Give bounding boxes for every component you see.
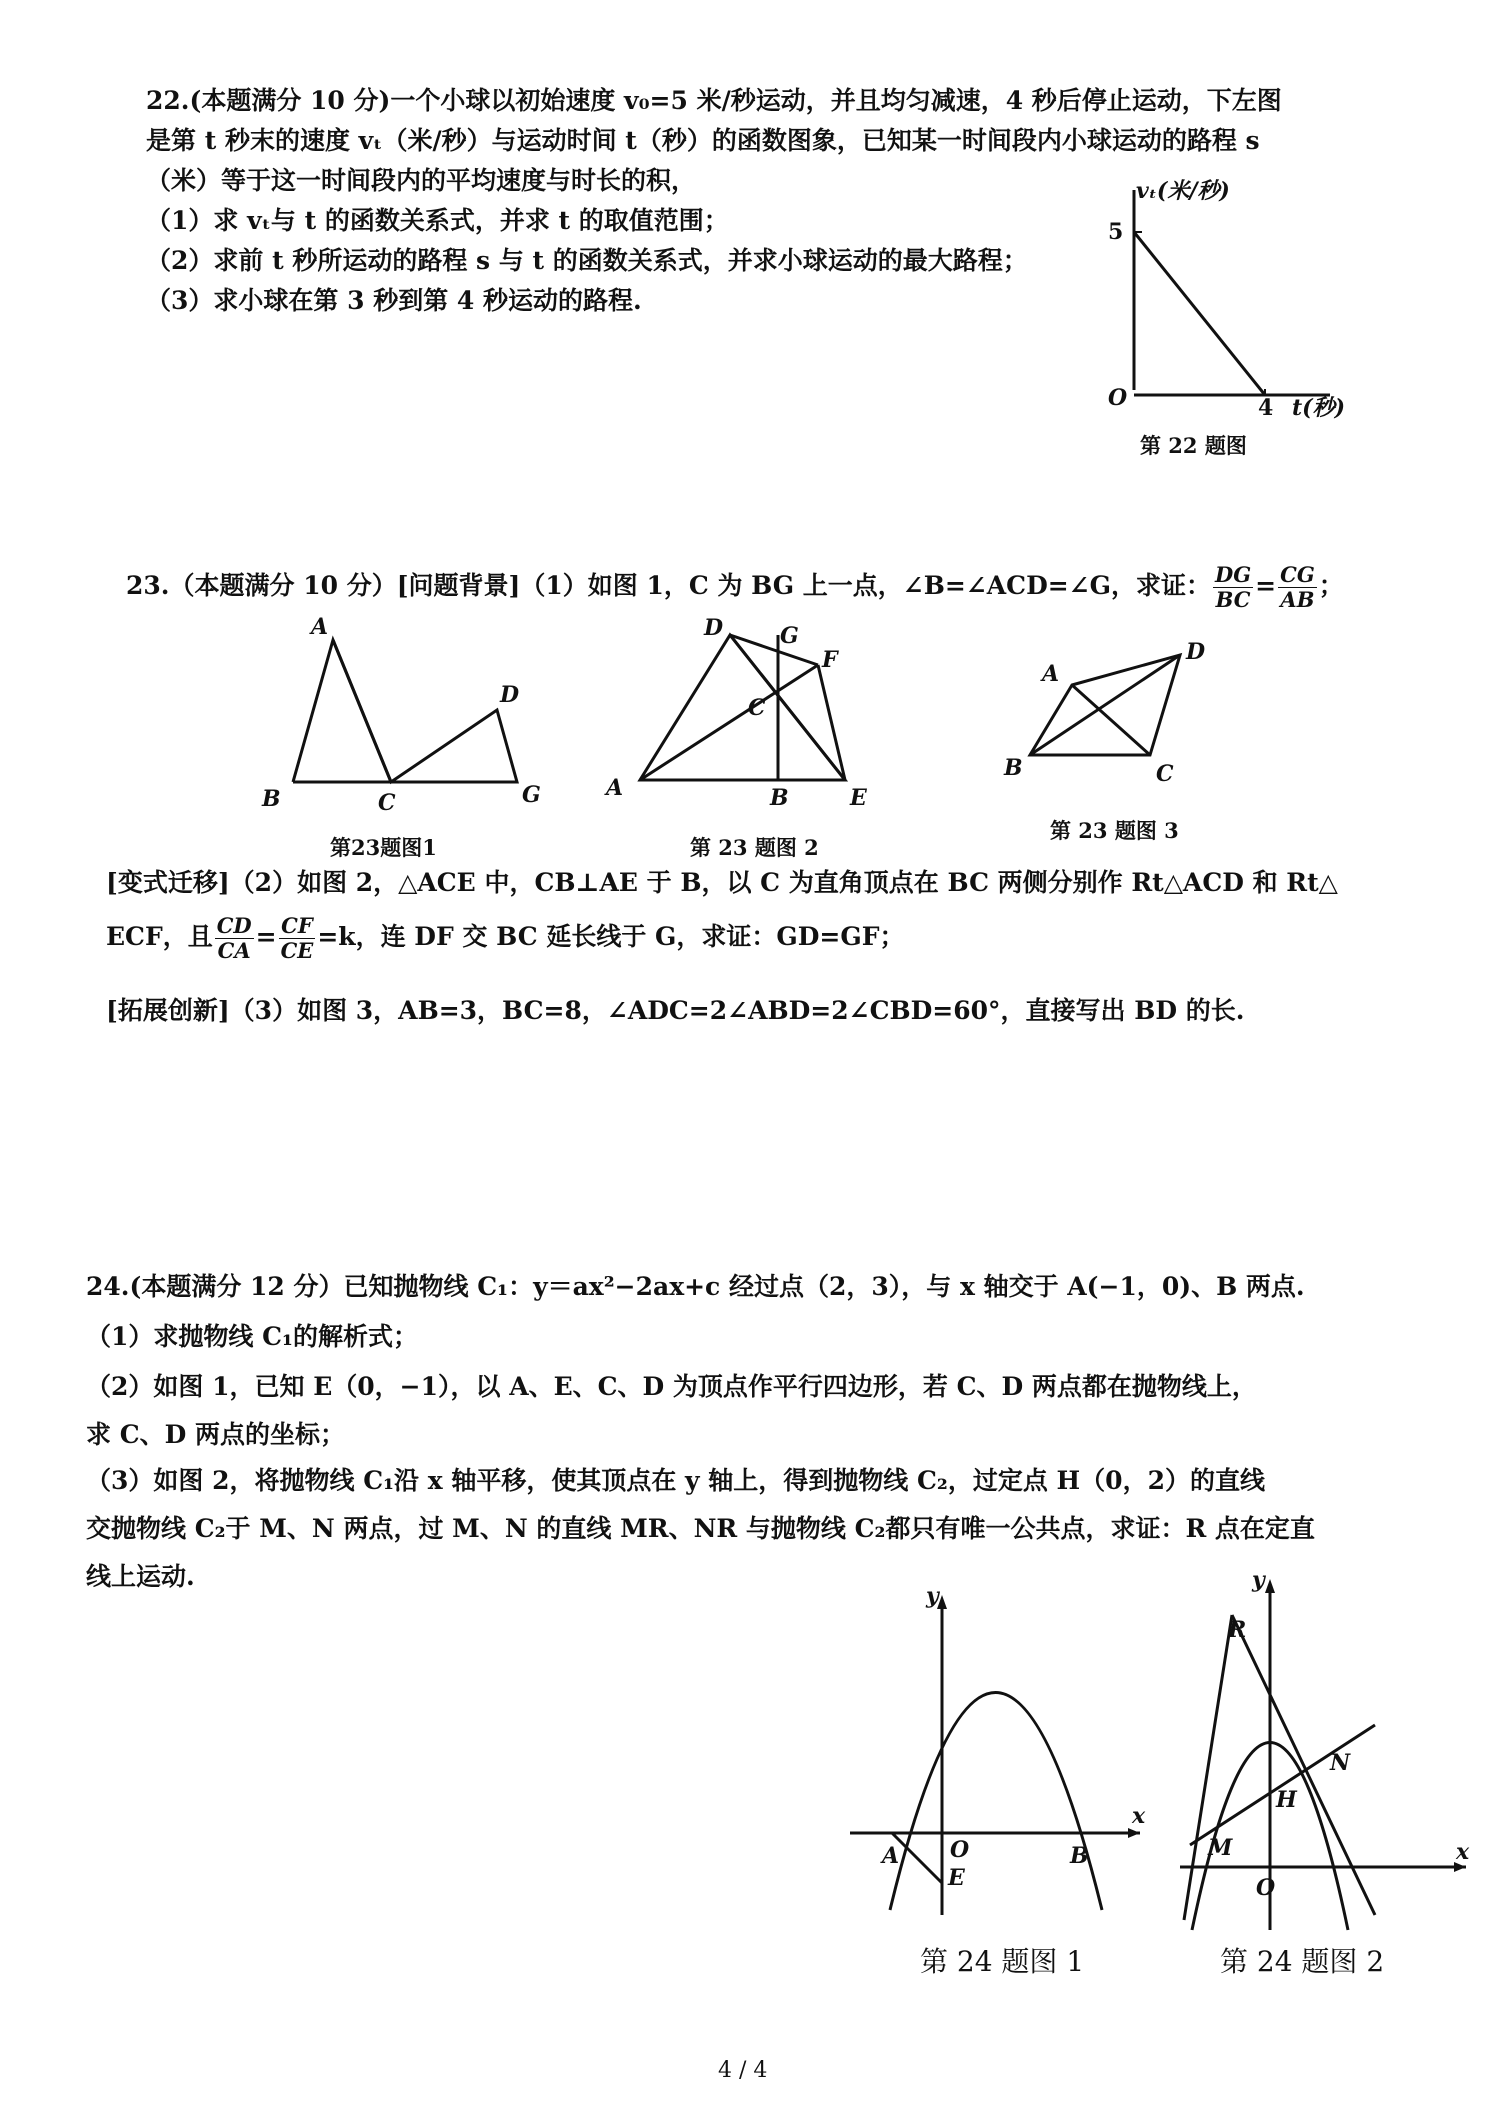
svg-text:H: H: [1276, 1787, 1297, 1813]
q24-figure-2-caption: 第 24 题图 2: [1220, 1945, 1385, 1978]
page-number: 4 / 4: [718, 2058, 768, 2083]
svg-text:F: F: [822, 647, 838, 673]
svg-text:A: A: [882, 1843, 900, 1869]
q23-fraction-cd-ca: $\frac{CD}{CA}$: [216, 913, 252, 964]
q22-y-tick: 5: [1108, 219, 1124, 245]
q22-xlabel: t(秒): [1292, 395, 1345, 421]
q23-figure-1: [260, 610, 560, 830]
q23-line1: [126, 563, 1344, 612]
svg-text:C: C: [748, 695, 766, 721]
q22-line1: 22.(本题满分 10 分)一个小球以初始速度 v₀=5 米/秒运动，并且均匀减速，4 秒后停止运动，下左图: [146, 86, 1282, 115]
q23-tag-transfer: [变式迁移]: [106, 868, 230, 897]
svg-text:G: G: [522, 782, 541, 808]
svg-text:A: A: [606, 775, 624, 801]
q23-part3-text: （3）如图 3，AB=3，BC=8，∠ADC=2∠ABD=2∠CBD=60°，直接写出 BD 的长.: [229, 996, 1245, 1025]
q23-part2-suffix: =k，连 DF 交 BC 延长线于 G，求证：GD=GF；: [317, 922, 905, 952]
svg-text:E: E: [948, 1865, 965, 1891]
svg-text:O: O: [950, 1837, 970, 1863]
q22-ylabel: vₜ(米/秒): [1136, 178, 1230, 204]
q24-figure-1: [850, 1585, 1150, 1925]
q24-part3-line1: （3）如图 2，将抛物线 C₁沿 x 轴平移，使其顶点在 y 轴上，得到抛物线 C₂，过定点 H（0，2）的直线: [86, 1466, 1265, 1495]
q22-part1: （1）求 vₜ与 t 的函数关系式，并求 t 的取值范围；: [146, 206, 729, 235]
q23-figure-3-caption: 第 23 题图 3: [1050, 818, 1179, 843]
svg-text:B: B: [1070, 1843, 1089, 1869]
svg-text:C: C: [1156, 761, 1174, 787]
q22-origin: O: [1108, 385, 1128, 411]
q23-fraction-cf-ce: $\frac{CF}{CE}$: [280, 913, 314, 964]
svg-text:x: x: [1132, 1803, 1146, 1829]
svg-text:D: D: [500, 682, 520, 708]
q22-caption: 第 22 题图: [1140, 433, 1247, 458]
q24-part3-line3: 线上运动.: [86, 1562, 195, 1591]
svg-text:N: N: [1330, 1750, 1351, 1776]
q22-part2: （2）求前 t 秒所运动的路程 s 与 t 的函数关系式，并求小球运动的最大路程；: [146, 246, 1028, 275]
svg-text:D: D: [704, 615, 724, 641]
svg-text:B: B: [262, 786, 281, 812]
q23-fraction-dg-bc: $\frac{DG}{BC}$: [1215, 562, 1252, 613]
svg-text:y: y: [1252, 1567, 1265, 1593]
q23-line1-text: 23.（本题满分 10 分）[问题背景]（1）如图 1，C 为 BG 上一点，∠B=∠ACD=∠G，求证：: [126, 571, 1211, 601]
q23-line1-end: ；: [1318, 571, 1344, 601]
svg-text:x: x: [1456, 1839, 1470, 1865]
q22-part3: （3）求小球在第 3 秒到第 4 秒运动的路程.: [146, 286, 642, 315]
q22-line3: （米）等于这一时间段内的平均速度与时长的积，: [146, 166, 697, 195]
q22-velocity-line: [1134, 232, 1265, 395]
q23-figure-2-caption: 第 23 题图 2: [690, 835, 819, 860]
q22-x-tick: 4: [1258, 395, 1274, 421]
svg-text:B: B: [770, 785, 789, 811]
q23-figure-3: [1000, 639, 1230, 795]
svg-text:G: G: [780, 623, 799, 649]
q23-tag-extension: [拓展创新]: [106, 996, 230, 1025]
svg-text:A: A: [1042, 661, 1060, 687]
q24-figure-1-caption: 第 24 题图 1: [920, 1945, 1085, 1978]
svg-text:D: D: [1186, 639, 1206, 665]
q23-part3: [106, 996, 1244, 1026]
q24-line1: 24.(本题满分 12 分）已知抛物线 C₁：y＝ax²−2ax+c 经过点（2，3），与 x 轴交于 A(−1，0)、B 两点.: [86, 1272, 1305, 1301]
svg-text:O: O: [1256, 1875, 1276, 1901]
svg-text:y: y: [926, 1583, 939, 1609]
q24-part2-line1: （2）如图 1，已知 E（0，−1），以 A、E、C、D 为顶点作平行四边形，若 C、D 两点都在抛物线上，: [86, 1372, 1257, 1401]
q23-figure-1-caption: 第23题图1: [330, 835, 437, 860]
q23-part2-prefix: ECF，且: [106, 922, 213, 952]
q24-figure-2: [1170, 1567, 1470, 1935]
q23-equals-2: =: [255, 922, 277, 952]
q23-part2-text: （2）如图 2，△ACE 中，CB⊥AE 于 B，以 C 为直角顶点在 BC 两侧分别作 Rt△ACD 和 Rt△: [229, 868, 1338, 897]
q23-equals: =: [1255, 571, 1277, 601]
svg-text:M: M: [1208, 1835, 1233, 1861]
q24-part1: （1）求抛物线 C₁的解析式；: [86, 1322, 418, 1351]
q22-velocity-graph: [1100, 180, 1380, 430]
q23-figure-2: [600, 615, 890, 815]
svg-text:C: C: [378, 790, 396, 816]
q23-part2-line1: [106, 868, 1338, 898]
q23-part2-line2: [106, 914, 904, 963]
q23-fraction-cg-ab: $\frac{CG}{AB}$: [1280, 562, 1315, 613]
svg-text:A: A: [311, 614, 329, 640]
q22-line2: 是第 t 秒末的速度 vₜ（米/秒）与运动时间 t（秒）的函数图象，已知某一时间段内小球运动的路程 s: [146, 126, 1260, 155]
q24-part3-line2: 交抛物线 C₂于 M、N 两点，过 M、N 的直线 MR、NR 与抛物线 C₂都只有唯一公共点，求证：R 点在定直: [86, 1514, 1315, 1543]
svg-text:E: E: [850, 785, 867, 811]
svg-text:B: B: [1004, 755, 1023, 781]
q24-part2-line2: 求 C、D 两点的坐标；: [86, 1420, 345, 1449]
svg-text:R: R: [1228, 1617, 1247, 1643]
